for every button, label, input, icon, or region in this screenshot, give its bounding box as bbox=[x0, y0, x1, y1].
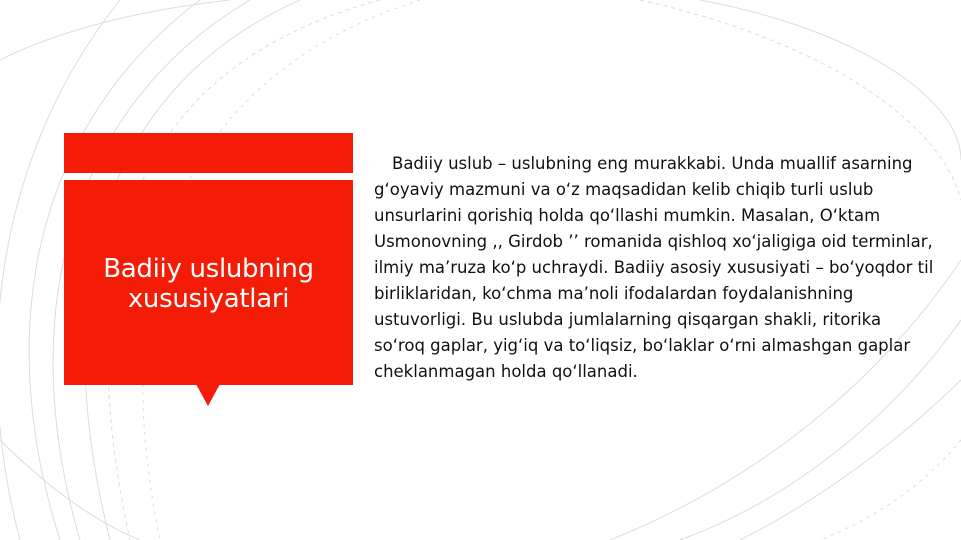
slide-title: Badiiy uslubning xususiyatlari bbox=[103, 253, 314, 314]
arc-line bbox=[820, 440, 961, 540]
arc-line bbox=[0, 440, 140, 540]
arc-line bbox=[700, 0, 961, 160]
arc-line bbox=[740, 380, 961, 540]
title-box-pointer bbox=[196, 384, 220, 406]
title-box bbox=[64, 180, 353, 385]
title-accent-bar bbox=[64, 133, 353, 173]
arc-line bbox=[0, 0, 230, 60]
slide-body-text: Badiiy uslub – uslubning eng murakkabi. Unda muallif asarning g‘oyaviy mazmuni va o‘z maqsadidan kelib chiqib turli uslub unsurlarini qorishiq holda qo‘llashi mumkin. Masalan, O‘ktam Usmonovning ,, Girdob ’’ romanida qishloq xo‘jaligiga oid terminlar, ilmiy ma’ruza ko‘p uchraydi. Badiiy asosiy xususiyati – bo‘yoqdor til birliklaridan, ko‘chma ma’noli ifodalardan foydalanishning ustuvorligi. Bu uslubda jumlalarning qisqargan shakli, ritorika so‘roq gaplar, yig‘iq va to‘liqsiz, bo‘laklar o‘rni almashgan gaplar cheklanmagan holda qo‘llanadi. bbox=[374, 154, 934, 381]
